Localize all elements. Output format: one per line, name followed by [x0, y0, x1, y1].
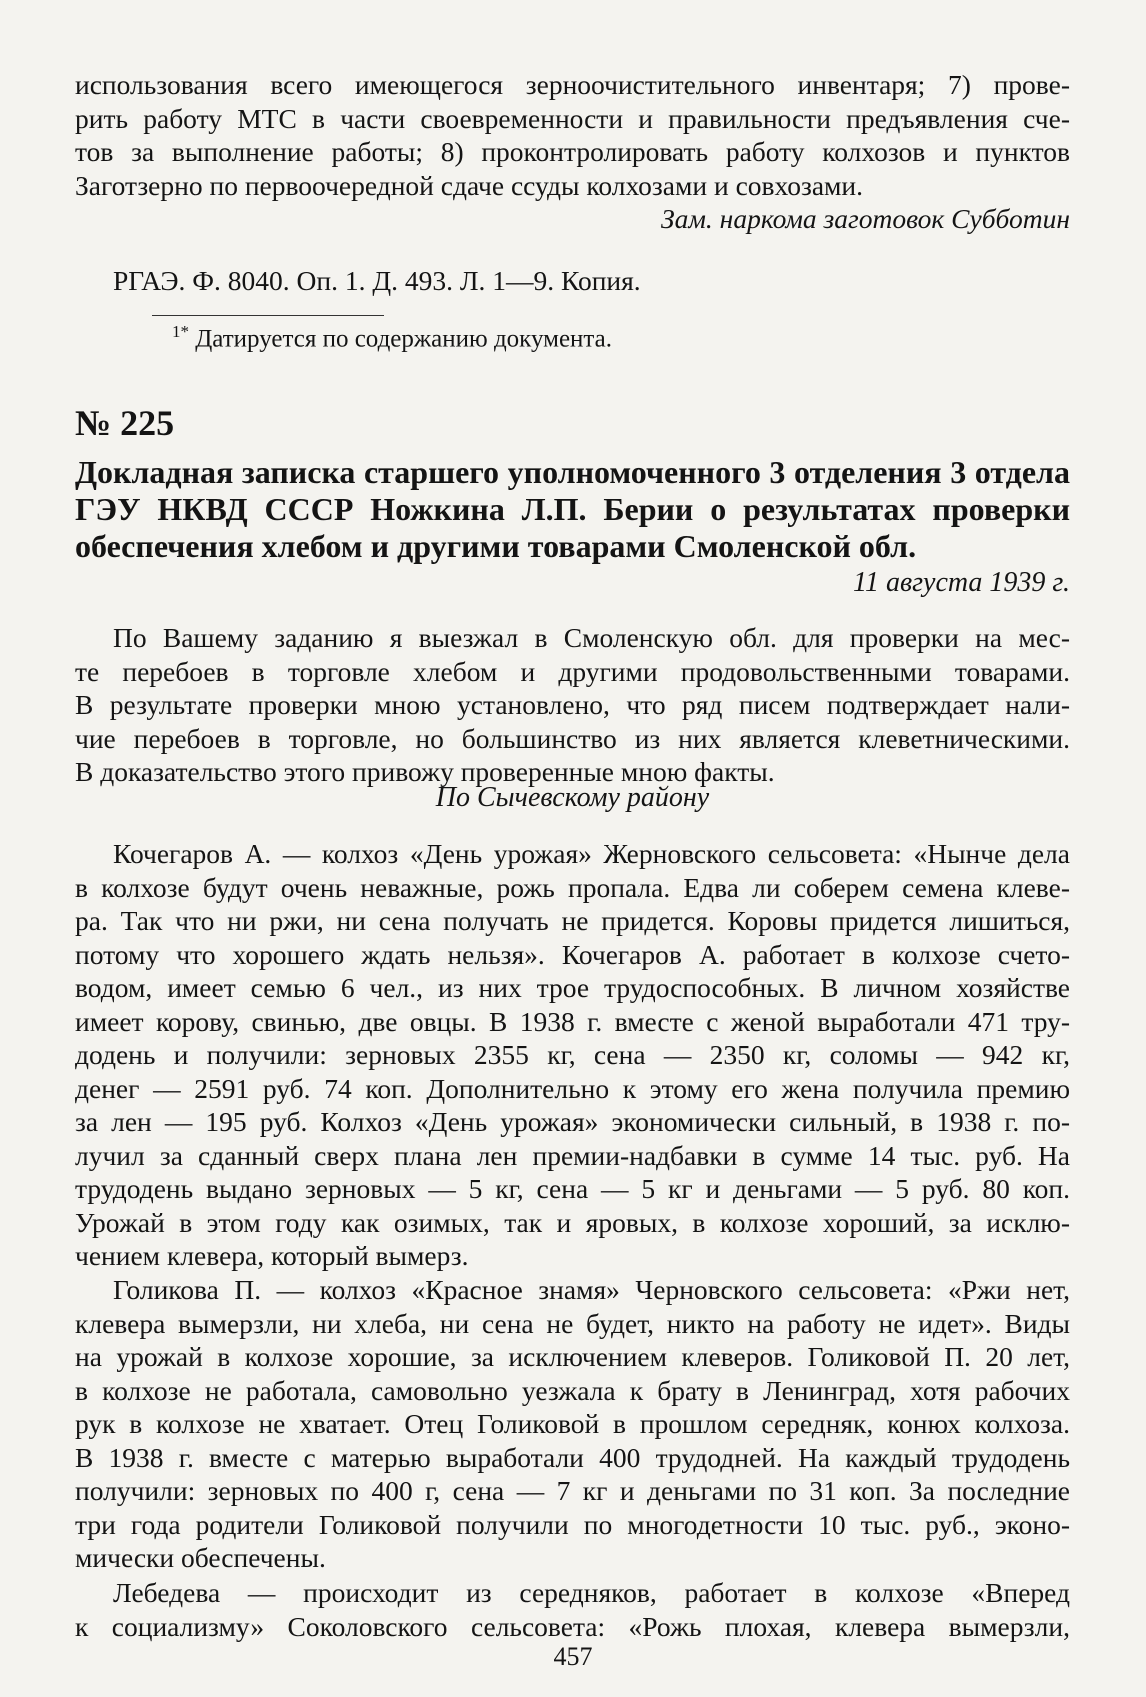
text-line: В доказательство этого привожу проверенные мною факты.	[75, 756, 775, 787]
text-line: В результате проверки мною установлено, что ряд писем подтверждает нали-	[75, 689, 1070, 720]
text-line: потому что хорошего ждать нельзя». Кочегаров А. работает в колхозе счето-	[75, 938, 1070, 970]
section-subheading: По Сычевскому району	[435, 782, 710, 813]
document-number: № 225	[75, 403, 175, 443]
intro-paragraph	[75, 621, 1070, 789]
text-line: чие перебоев в торговле, но большинство из них является клеветническими.	[75, 722, 1070, 754]
text-line: к социализму» Соколовского сельсовета: «Рожь плохая, клевера вымерзли,	[75, 1610, 1070, 1642]
text-line: Кочегаров А. — колхоз «День урожая» Жерновского сельсовета: «Нынче дела	[113, 838, 1070, 869]
text-line: в колхозе не работала, самовольно уезжала к брату в Ленинград, хотя рабочих	[75, 1374, 1070, 1406]
text-line: чением клевера, который вымерз.	[75, 1240, 469, 1271]
text-line: Голикова П. — колхоз «Красное знамя» Черновского сельсовета: «Ржи нет,	[113, 1274, 1070, 1305]
text-line: за лен — 195 руб. Колхоз «День урожая» экономически сильный, в 1938 г. по-	[75, 1106, 1070, 1137]
text-line: имеет корову, свинью, две овцы. В 1938 г. вместе с женой выработали 471 тру-	[75, 1005, 1070, 1037]
text-line: тов за выполнение работы; 8) проконтролировать работу колхозов и пунктов	[75, 136, 1070, 167]
footnote	[75, 322, 1146, 353]
text-line: три года родители Голиковой получили по многодетности 10 тыс. руб., эконо-	[75, 1508, 1070, 1540]
text-line: Урожай в этом году как озимых, так и яровых, в колхозе хороший, за исклю-	[75, 1206, 1070, 1238]
text-line: лучил за сданный сверх плана лен премии-надбавки в сумме 14 тыс. руб. На	[75, 1139, 1070, 1171]
heading-line: Докладная записка старшего уполномоченного 3 отделения 3 отдела	[75, 454, 1070, 490]
text-line: получили: зерновых по 400 г, сена — 7 кг и деньгами по 31 коп. За последние	[75, 1475, 1070, 1506]
text-line: рук в колхозе не хватает. Отец Голиковой в прошлом середняк, конюх колхоза.	[75, 1408, 1070, 1439]
document-heading	[75, 454, 1070, 565]
paragraph-golikova	[75, 1273, 1070, 1575]
text-line: клевера вымерзли, ни хлеба, ни сена не будет, никто на работу не идет». Виды	[75, 1307, 1070, 1339]
signature: Зам. наркома заготовок Субботин	[661, 203, 1070, 234]
text-line: По Вашему заданию я выезжал в Смоленскую обл. для проверки на мес-	[113, 622, 1070, 653]
text-line: В 1938 г. вместе с матерью выработали 400 трудодней. На каждый трудодень	[75, 1441, 1070, 1473]
text-block-continuation	[75, 68, 1070, 202]
text-line: Заготзерно по первоочередной сдаче ссуды колхозами и совхозами.	[75, 169, 864, 201]
footnote-text: Датируется по содержанию документа.	[195, 325, 612, 353]
text-line: додень и получили: зерновых 2355 кг, сена — 2350 кг, соломы — 942 кг,	[75, 1039, 1070, 1070]
text-line: Лебедева — происходит из середняков, работает в колхозе «Вперед	[113, 1577, 1070, 1608]
text-line: на урожай в колхозе хорошие, за исключением клеверов. Голиковой П. 20 лет,	[75, 1341, 1070, 1372]
paragraph-lebedeva	[75, 1576, 1070, 1643]
text-line: рить работу МТС в части своевременности и правильности предъявления сче-	[75, 102, 1070, 134]
text-line: ра. Так что ни ржи, ни сена получать не придется. Коровы придется лишиться,	[75, 905, 1070, 936]
text-line: в колхозе будут очень неважные, рожь пропала. Едва ли соберем семена клеве-	[75, 871, 1070, 903]
text-line: те перебоев в торговле хлебом и другими продовольственными товарами.	[75, 655, 1070, 687]
text-line: трудодень выдано зерновых — 5 кг, сена — 5 кг и деньгами — 5 руб. 80 коп.	[75, 1173, 1070, 1204]
footnote-rule	[152, 315, 384, 316]
footnote-mark: 1*	[172, 322, 189, 341]
text-line: мически обеспечены.	[75, 1542, 326, 1573]
archive-reference: РГАЭ. Ф. 8040. Оп. 1. Д. 493. Л. 1—9. Копия.	[113, 265, 641, 296]
text-line: водом, имеет семью 6 чел., из них трое трудоспособных. В личном хозяйстве	[75, 972, 1070, 1003]
text-line: денег — 2591 руб. 74 коп. Дополнительно к этому его жена получила премию	[75, 1072, 1070, 1104]
heading-line: обеспечения хлебом и другими товарами Смоленской обл.	[75, 528, 917, 564]
page-number: 457	[553, 1642, 593, 1671]
heading-line: ГЭУ НКВД СССР Ножкина Л.П. Берии о результатах проверки	[75, 491, 1070, 527]
text-line: использования всего имеющегося зерноочистительного инвентаря; 7) прове-	[75, 69, 1070, 100]
document-date: 11 августа 1939 г.	[853, 567, 1070, 598]
paragraph-kochegarov	[75, 837, 1070, 1273]
